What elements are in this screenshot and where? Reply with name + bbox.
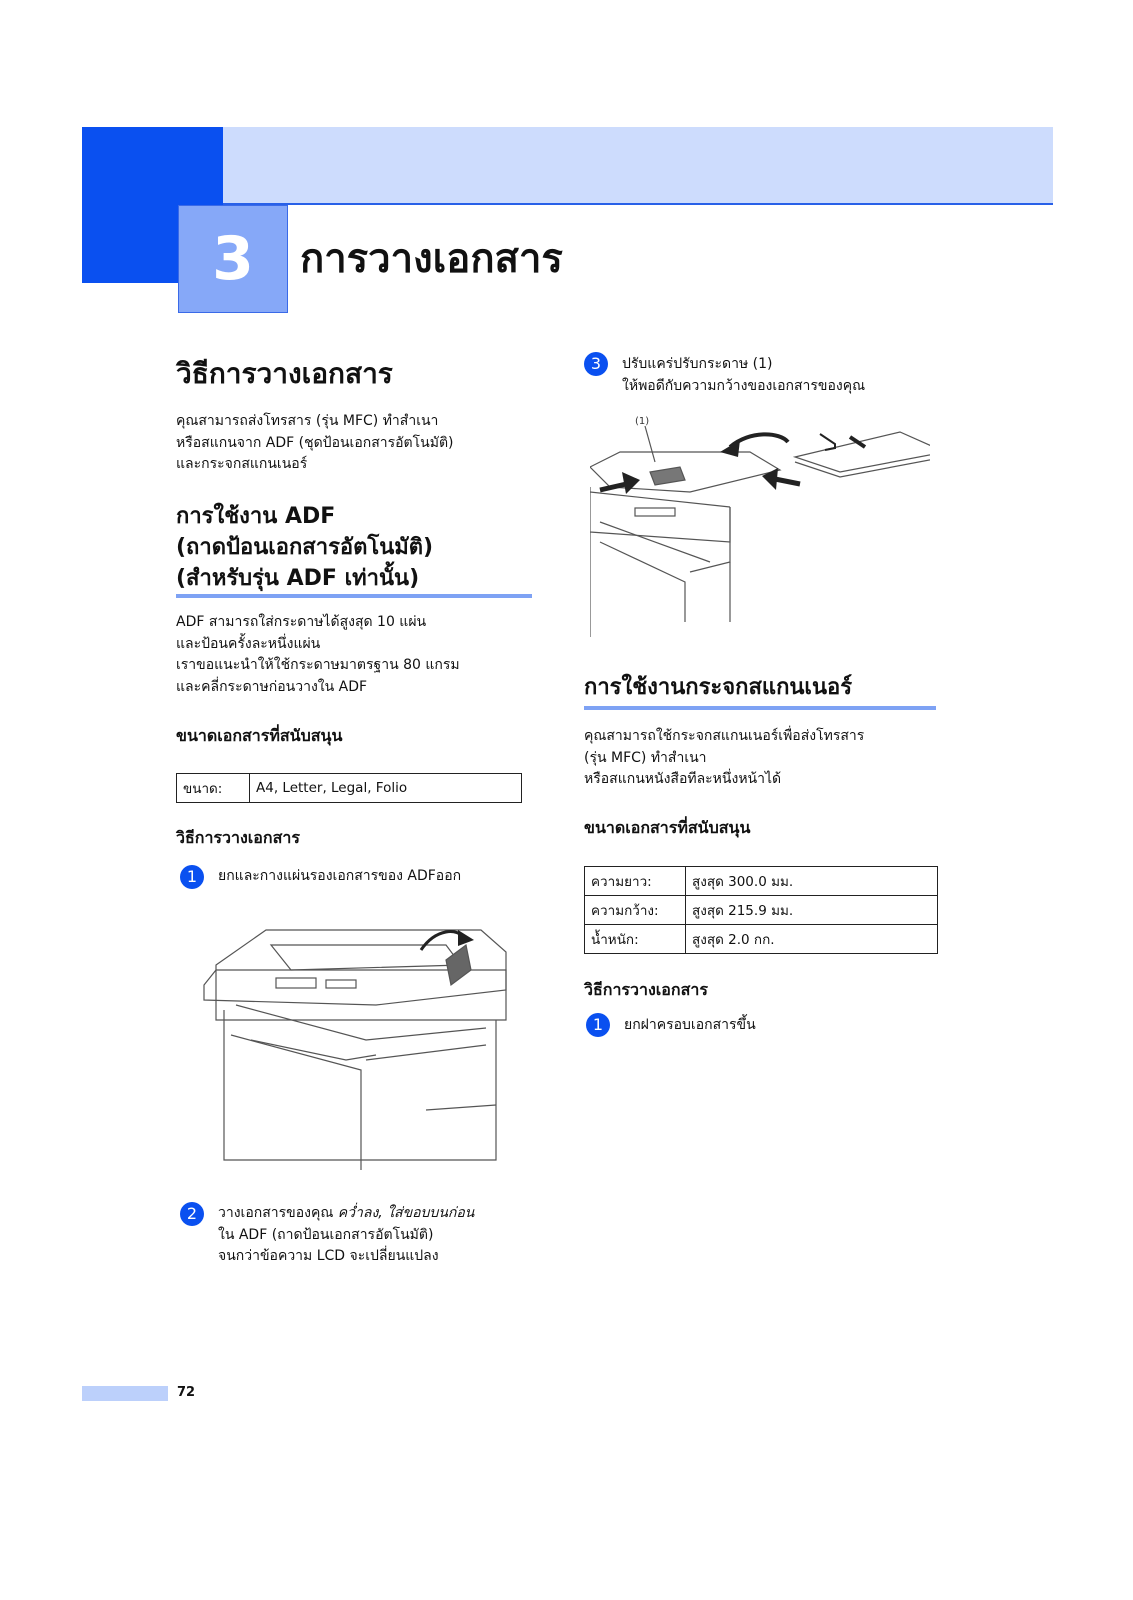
page-number: 72	[177, 1385, 196, 1400]
text-line: ปรับแคร่ปรับกระดาษ (1)	[622, 356, 773, 372]
text-line: คุณสามารถใช้กระจกสแกนเนอร์เพื่อส่งโทรสาร	[584, 728, 865, 744]
footer-bar	[82, 1386, 168, 1401]
callout-label: (1)	[635, 416, 650, 427]
text-line: หรือสแกนจาก ADF (ชุดป้อนเอกสารอัตโนมัติ)	[176, 434, 454, 451]
adf-size-table	[176, 773, 522, 803]
text-line: และกระจกสแกนเนอร์	[176, 456, 308, 472]
table-row	[585, 925, 938, 954]
step-number-badge: 3	[584, 352, 608, 376]
heading-line: (ถาดป้อนเอกสารอัตโนมัติ)	[176, 535, 434, 560]
step-text: ยกฝาครอบเอกสารขึ้น	[624, 1017, 756, 1033]
section-title: วิธีการวางเอกสาร	[176, 357, 393, 390]
adf-heading	[176, 501, 433, 594]
adf-printer-illustration	[196, 910, 516, 1180]
table-value: สูงสุด 2.0 กก.	[686, 925, 938, 954]
text-line: และป้อนครั้งละหนึ่งแผ่น	[176, 635, 321, 652]
text-line: คุณสามารถส่งโทรสาร (รุ่น MFC) ทำสำเนา	[176, 413, 439, 429]
heading-underline	[584, 706, 936, 710]
text-line	[218, 1203, 474, 1225]
table-value: สูงสุด 300.0 มม.	[686, 867, 938, 896]
table-value: สูงสุด 215.9 มม.	[686, 896, 938, 925]
table-label: ความยาว:	[585, 867, 686, 896]
step-text: ยกและกางแผ่นรองเอกสารของ ADFออก	[218, 868, 462, 884]
chapter-number: 3	[178, 205, 288, 313]
adf-paragraph	[176, 612, 460, 698]
step-number-badge: 1	[180, 865, 204, 889]
step-text-emphasis: คว่ำลง, ใส่ขอบบนก่อน	[337, 1205, 475, 1221]
chapter-title: การวางเอกสาร	[300, 236, 563, 282]
heading-line: (สำหรับรุ่น ADF เท่านั้น)	[176, 566, 420, 591]
table-row	[177, 774, 522, 803]
step-text	[218, 1203, 474, 1268]
heading-line: การใช้งาน ADF	[176, 504, 336, 529]
text-line: ADF สามารถใส่กระดาษได้สูงสุด 10 แผ่น	[176, 614, 427, 630]
intro-paragraph	[176, 411, 454, 476]
step-number-badge: 1	[586, 1013, 610, 1037]
text-line: ให้พอดีกับความกว้างของเอกสารของคุณ	[622, 377, 866, 394]
text-line: และคลี่กระดาษก่อนวางใน ADF	[176, 678, 368, 695]
supported-sizes-heading: ขนาดเอกสารที่สนับสนุน	[584, 818, 751, 837]
howto-heading: วิธีการวางเอกสาร	[176, 828, 300, 847]
scanner-spec-table	[584, 866, 938, 954]
step-number-badge: 2	[180, 1202, 204, 1226]
header-rule	[223, 203, 1053, 205]
step-text-normal: วางเอกสารของคุณ	[218, 1205, 338, 1221]
scanner-heading: การใช้งานกระจกสแกนเนอร์	[584, 675, 853, 700]
text-line: จนกว่าข้อความ LCD จะเปลี่ยนแปลง	[218, 1248, 439, 1264]
supported-sizes-heading: ขนาดเอกสารที่สนับสนุน	[176, 726, 343, 745]
text-line: ใน ADF (ถาดป้อนเอกสารอัตโนมัติ)	[218, 1226, 434, 1243]
step-text	[622, 354, 865, 397]
table-row	[585, 896, 938, 925]
paper-guide-illustration	[590, 412, 930, 642]
text-line: หรือสแกนหนังสือทีละหนึ่งหน้าได้	[584, 771, 782, 787]
text-line: เราขอแนะนำให้ใช้กระดาษมาตรฐาน 80 แกรม	[176, 657, 460, 673]
table-label: น้ำหนัก:	[585, 925, 686, 954]
header-light-band	[223, 127, 1053, 203]
text-line: (รุ่น MFC) ทำสำเนา	[584, 749, 707, 766]
scanner-paragraph	[584, 726, 864, 791]
table-label: ความกว้าง:	[585, 896, 686, 925]
heading-underline	[176, 594, 532, 598]
table-row	[585, 867, 938, 896]
howto-heading: วิธีการวางเอกสาร	[584, 980, 708, 999]
table-label: ขนาด:	[177, 774, 250, 803]
table-value: A4, Letter, Legal, Folio	[250, 774, 522, 803]
